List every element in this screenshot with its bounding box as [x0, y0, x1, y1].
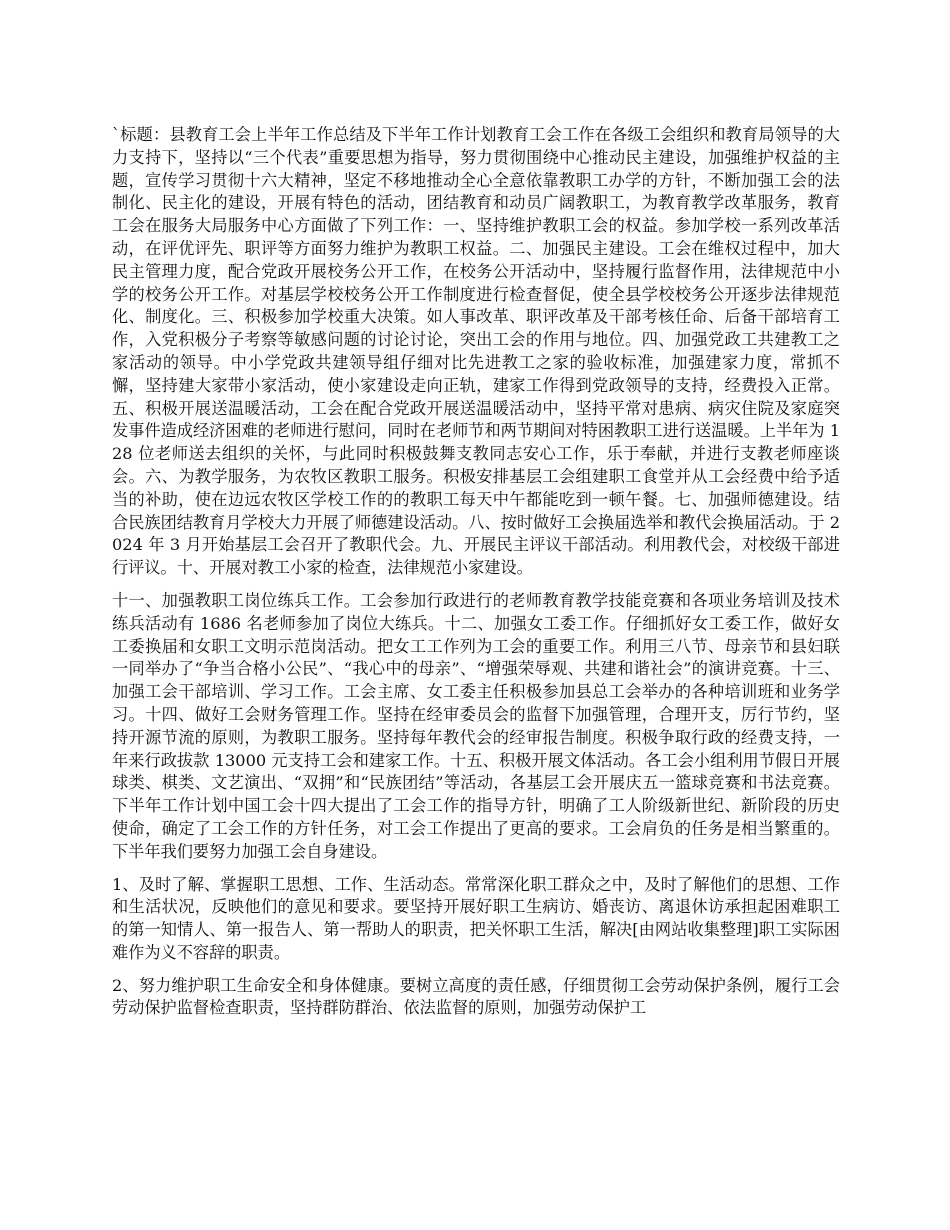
paragraph-4: 2、努力维护职工生命安全和身体健康。要树立高度的责任感，仔细贯彻工会劳动保护条例，履行工会劳动保护监督检查职责，坚持群防群治、依法监督的原则，加强劳动保护工	[112, 975, 840, 1018]
paragraph-3: 1、及时了解、掌握职工思想、工作、生活动态。常常深化职工群众之中，及时了解他们的思想、工作和生活状况，反映他们的意见和要求。要坚持开展好职工生病访、婚丧访、离退休访承担起困难职工的第一知情人、第一报告人、第一帮助人的职责，把关怀职工生活，解决[由网站收集整理]职工实际困难作为义不容辞的职责。	[112, 874, 840, 962]
paragraph-1: `标题：县教育工会上半年工作总结及下半年工作计划教育工会工作在各级工会组织和教育局领导的大力支持下，坚持以“三个代表”重要思想为指导，努力贯彻围绕中心推动民主建设，加强维护权益的主题，宣传学习贯彻十六大精神，坚定不移地推动全心全意依靠教职工办学的方针，不断加强工会的法制化、民主化的建设，开展有特色的活动，团结教育和动员广阔教职工，为教育教学改革服务，教育工会在服务大局服务中心方面做了下列工作：一、坚持维护教职工会的权益。参加学校一系列改革活动，在评优评先、职评等方面努力维护为教职工权益。二、加强民主建设。工会在维权过程中，加大民主管理力度，配合党政开展校务公开工作，在校务公开活动中，坚持履行监督作用，法律规范中小学的校务公开工作。对基层学校校务公开工作制度进行检查督促，使全县学校校务公开逐步法律规范化、制度化。三、积极参加学校重大决策。如人事改革、职评改革及干部考核任命、后备干部培育工作，入党积极分子考察等敏感问题的讨论讨论，突出工会的作用与地位。四、加强党政工共建教工之家活动的领导。中小学党政共建领导组仔细对比先进教工之家的验收标准，加强建家力度，常抓不懈，坚持建大家带小家活动，使小家建设走向正轨，建家工作得到党政领导的支持，经费投入正常。五、积极开展送温暖活动，工会在配合党政开展送温暖活动中，坚持平常对患病、病灾住院及家庭突发事件造成经济困难的老师进行慰问，同时在老师节和两节期间对特困教职工进行送温暖。上半年为 128 位老师送去组织的关怀，与此同时积极鼓舞支教同志安心工作，乐于奉献，并进行支教老师座谈会。六、为教学服务，为农牧区教职工服务。积极安排基层工会组建职工食堂并从工会经费中给予适当的补助，使在边远农牧区学校工作的的教职工每天中午都能吃到一顿午餐。七、加强师德建设。结合民族团结教育月学校大力开展了师德建设活动。八、按时做好工会换届选举和教代会换届活动。于 2024 年 3 月开始基层工会召开了教职代会。九、开展民主评议干部活动。利用教代会，对校级干部进行评议。十、开展对教工小家的检查，法律规范小家建设。	[112, 125, 840, 578]
paragraph-2: 十一、加强教职工岗位练兵工作。工会参加行政进行的老师教育教学技能竞赛和各项业务培训及技术练兵活动有 1686 名老师参加了岗位大练兵。十二、加强女工委工作。仔细抓好女工委工作，做好女工委换届和女职工文明示范岗活动。把女工工作列为工会的重要工作。利用三八节、母亲节和县妇联一同举办了“争当合格小公民”、“我心中的母亲”、“增强荣辱观、共建和谐社会”的演讲竞赛。十三、加强工会干部培训、学习工作。工会主席、女工委主任积极参加县总工会举办的各种培训班和业务学习。十四、做好工会财务管理工作。坚持在经审委员会的监督下加强管理，合理开支，厉行节约，坚持开源节流的原则，为教职工服务。坚持每年教代会的经审报告制度。积极争取行政的经费支持，一年来行政拔款 13000 元支持工会和建家工作。十五、积极开展文体活动。各工会小组利用节假日开展球类、棋类、文艺演出、“双拥”和“民族团结”等活动，各基层工会开展庆五一篮球竞赛和书法竞赛。下半年工作计划中国工会十四大提出了工会工作的指导方针，明确了工人阶级新世纪、新阶段的历史使命，确定了工会工作的方针任务，对工会工作提出了更高的要求。工会肩负的任务是相当繁重的。下半年我们要努力加强工会自身建设。	[112, 590, 840, 861]
document-body	[112, 124, 840, 1030]
